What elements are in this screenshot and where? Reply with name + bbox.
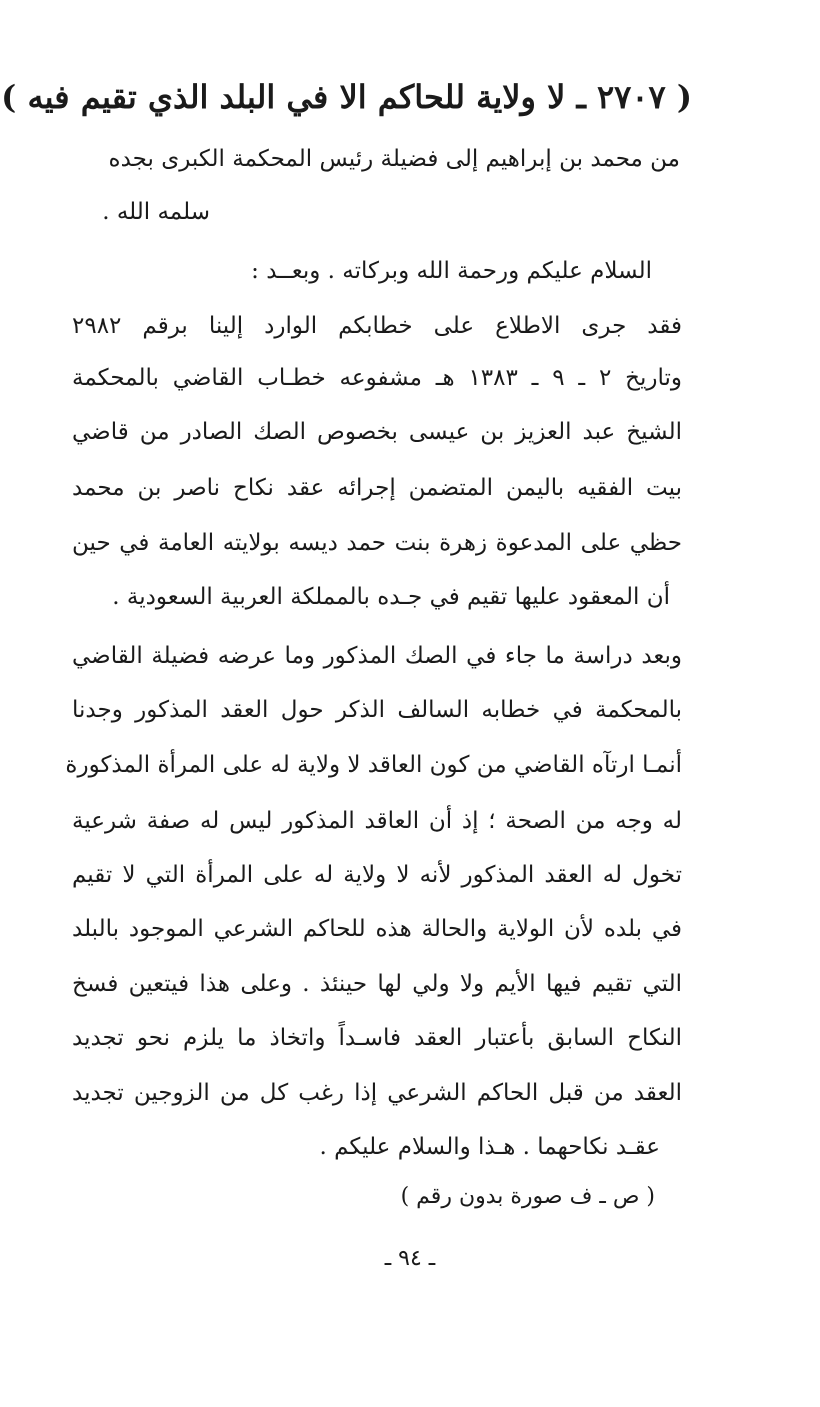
source-reference: ( ص ـ ف صورة بدون رقم )	[400, 1184, 655, 1209]
page-number: ـ ٩٤ ـ	[384, 1246, 436, 1271]
sender-line: من محمد بن إبراهيم إلى فضيلة رئيس المحكمة الكبرى بجده	[108, 146, 680, 172]
paragraph-line: أنمـا ارتآه القاضي من كون العاقد لا ولاية له على المرأة المذكورة	[65, 752, 682, 778]
paragraph-line: حظي على المدعوة زهرة بنت حمد ديسه بولايته العامة في حين	[72, 530, 682, 556]
paragraph-line: بالمحكمة في خطابه السالف الذكر حول العقد المذكور وجدنا	[72, 697, 682, 723]
paragraph-line: أن المعقود عليها تقيم في جـده بالمملكة العربية السعودية .	[112, 584, 670, 610]
paragraph-line: العقد من قبل الحاكم الشرعي إذا رغب كل من الزوجين تجديد	[72, 1080, 682, 1106]
paragraph-line: وبعد دراسة ما جاء في الصك المذكور وما عرضه فضيلة القاضي	[72, 643, 682, 669]
paragraph-line: الشيخ عبد العزيز بن عيسى بخصوص الصك الصادر من قاضي	[72, 419, 682, 445]
page-title: ( ٢٧٠٧ ـ لا ولاية للحاكم الا في البلد الذي تقيم فيه )	[1, 78, 692, 116]
paragraph-line: في بلده لأن الولاية والحالة هذه للحاكم الشرعي الموجود بالبلد	[72, 916, 682, 942]
blessing-line: سلمه الله .	[102, 199, 210, 225]
paragraph-line: له وجه من الصحة ؛ إذ أن العاقد المذكور ليس له صفة شرعية	[72, 808, 682, 834]
paragraph-line: عقـد نكاحهما . هـذا والسلام عليكم .	[319, 1134, 660, 1160]
paragraph-line: تخول له العقد المذكور لأنه لا ولاية له على المرأة التي لا تقيم	[72, 862, 682, 888]
paragraph-line: النكاح السابق بأعتبار العقد فاسـداً واتخاذ ما يلزم نحو تجديد	[72, 1025, 682, 1051]
paragraph-line: فقد جرى الاطلاع على خطابكم الوارد إلينا برقم ٢٩٨٢	[72, 313, 682, 339]
greeting-line: السلام عليكم ورحمة الله وبركاته . وبعــد :	[251, 258, 652, 284]
paragraph-line: التي تقيم فيها الأيم ولا ولي لها حينئذ . وعلى هذا فيتعين فسخ	[72, 971, 682, 997]
paragraph-line: وتاريخ ٢ ـ ٩ ـ ١٣٨٣ هـ مشفوعه خطـاب القاضي بالمحكمة	[72, 365, 682, 391]
paragraph-line: بيت الفقيه باليمن المتضمن إجرائه عقد نكاح ناصر بن محمد	[72, 475, 682, 501]
